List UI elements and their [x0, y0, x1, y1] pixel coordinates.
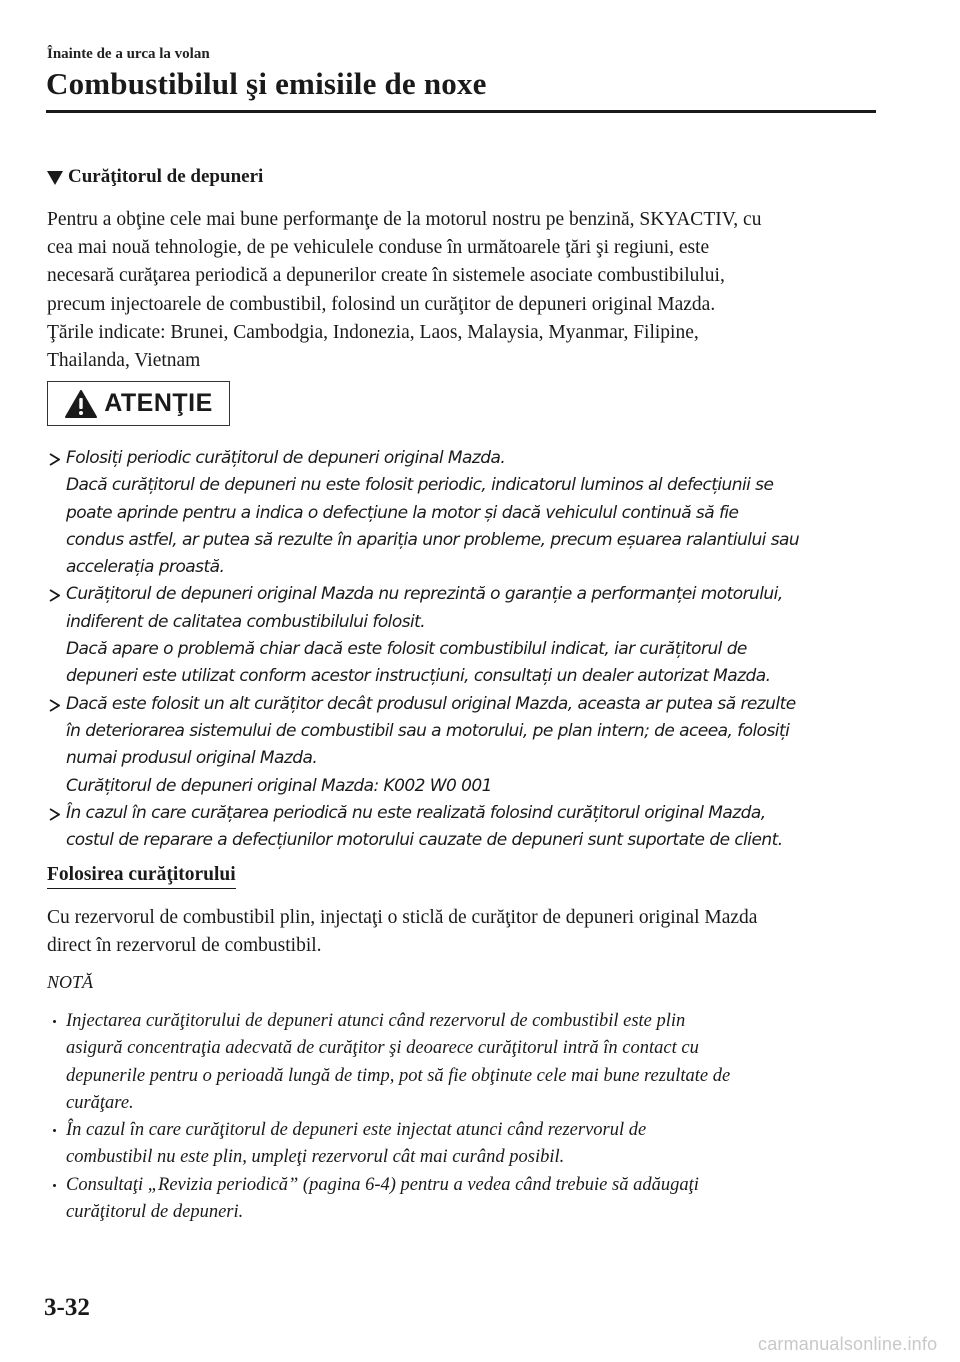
intro-line: Pentru a obţine cele mai bune performanţe de la motorul nostru pe benzină, SKYACTIV, cu — [47, 209, 762, 230]
usage-heading: Folosirea curăţitorului — [47, 864, 236, 889]
caution-line: depuneri este utilizat conform acestor instrucțiuni, consultați un dealer autorizat Mazda. — [66, 666, 771, 687]
note-item — [47, 1172, 882, 1227]
triangle-marker-icon — [47, 171, 63, 185]
note-line: curăţare. — [66, 1092, 134, 1113]
section-heading — [47, 166, 263, 188]
caution-line: condus astfel, ar putea să rezulte în apariția unor probleme, precum eșuarea ralantiului sau — [66, 529, 800, 550]
bullet-dot-icon — [53, 1020, 56, 1023]
arrow-bullet-icon — [49, 589, 60, 602]
intro-line: Ţările indicate: Brunei, Cambodgia, Indonezia, Laos, Malaysia, Myanmar, Filipine, — [47, 321, 699, 343]
page-number: 3-32 — [44, 1294, 90, 1321]
bullet-dot-icon — [53, 1184, 56, 1187]
note-item — [47, 1008, 882, 1117]
caution-badge — [47, 381, 230, 426]
page-title: Combustibilul şi emisiile de noxe — [46, 66, 487, 101]
caution-line: Dacă apare o problemă chiar dacă este folosit combustibilul indicat, iar curățitorul de — [66, 639, 747, 660]
caution-line: costul de reparare a defecțiunilor motorului cauzate de depuneri sunt suportate de client. — [66, 830, 783, 851]
caution-list — [47, 445, 882, 854]
usage-line: Cu rezervorul de combustibil plin, injectaţi o sticlă de curăţitor de depuneri original Mazda — [47, 907, 758, 928]
caution-line: Folosiți periodic curățitorul de depuneri original Mazda. — [66, 448, 506, 468]
bullet-dot-icon — [53, 1129, 56, 1132]
warning-triangle-icon — [64, 389, 98, 419]
note-line: curăţitorul de depuneri. — [66, 1202, 244, 1223]
caution-label: ATENŢIE — [104, 389, 213, 417]
note-line: Consultaţi „Revizia periodică” (pagina 6-4) pentru a vedea când trebuie să adăugaţi — [66, 1174, 699, 1195]
caution-line: Dacă este folosit un alt curățitor decât produsul original Mazda, aceasta ar putea să rezulte — [66, 693, 796, 714]
intro-line: precum injectoarele de combustibil, folosind un curăţitor de depuneri original Mazda. — [47, 293, 716, 315]
note-line: combustibil nu este plin, umpleţi rezervorul cât mai curând posibil. — [66, 1147, 565, 1168]
caution-line: numai produsul original Mazda. — [66, 748, 318, 769]
caution-item — [47, 691, 882, 800]
caution-line: accelerația proastă. — [66, 557, 225, 578]
header-divider — [46, 110, 876, 113]
caution-line: Curățitorul de depuneri original Mazda: K002 W0 001 — [66, 775, 492, 796]
note-line: asigură concentraţia adecvată de curăţitor şi deoarece curăţitorul intră în contact cu — [66, 1038, 699, 1059]
caution-line: indiferent de calitatea combustibilului folosit. — [66, 611, 426, 632]
caution-line: Curățitorul de depuneri original Mazda nu reprezintă o garanție a performanței motorului, — [66, 584, 783, 605]
note-line: În cazul în care curăţitorul de depuneri este injectat atunci când rezervorul de — [66, 1120, 647, 1141]
caution-line: în deteriorarea sistemului de combustibil sau a motorului, pe plan intern; de aceea, folosiți — [66, 720, 790, 741]
usage-line: direct în rezervorul de combustibil. — [47, 935, 322, 957]
section-heading-text: Curăţitorul de depuneri — [68, 166, 264, 187]
intro-paragraph — [47, 206, 877, 375]
caution-item — [47, 445, 882, 581]
note-item — [47, 1117, 882, 1172]
note-list — [47, 1008, 882, 1226]
arrow-bullet-icon — [49, 453, 60, 466]
usage-paragraph — [47, 904, 877, 960]
arrow-bullet-icon — [49, 808, 60, 821]
watermark-text: carmanualsonline.info — [758, 1334, 938, 1354]
caution-line: În cazul în care curățarea periodică nu este realizată folosind curățitorul original Mazda, — [66, 802, 766, 823]
intro-line: necesară curăţarea periodică a depunerilor create în sistemele asociate combustibilului, — [47, 265, 725, 287]
intro-line: Thailanda, Vietnam — [47, 350, 201, 372]
note-line: Injectarea curăţitorului de depuneri atunci când rezervorul de combustibil este plin — [66, 1011, 686, 1031]
chapter-label: Înainte de a urca la volan — [47, 46, 210, 62]
arrow-bullet-icon — [49, 699, 60, 712]
caution-line: poate aprinde pentru a indica o defecțiune la motor și dacă vehiculul continuă să fie — [66, 502, 739, 523]
note-line: depunerile pentru o perioadă lungă de timp, pot să fie obţinute cele mai bune rezultate de — [66, 1065, 731, 1086]
note-heading: NOTĂ — [47, 972, 94, 992]
caution-item — [47, 800, 882, 855]
intro-line: cea mai nouă tehnologie, de pe vehiculele conduse în următoarele ţări şi regiuni, este — [47, 237, 710, 259]
caution-item — [47, 581, 882, 690]
caution-line: Dacă curățitorul de depuneri nu este folosit periodic, indicatorul luminos al defecțiunii se — [66, 475, 774, 496]
